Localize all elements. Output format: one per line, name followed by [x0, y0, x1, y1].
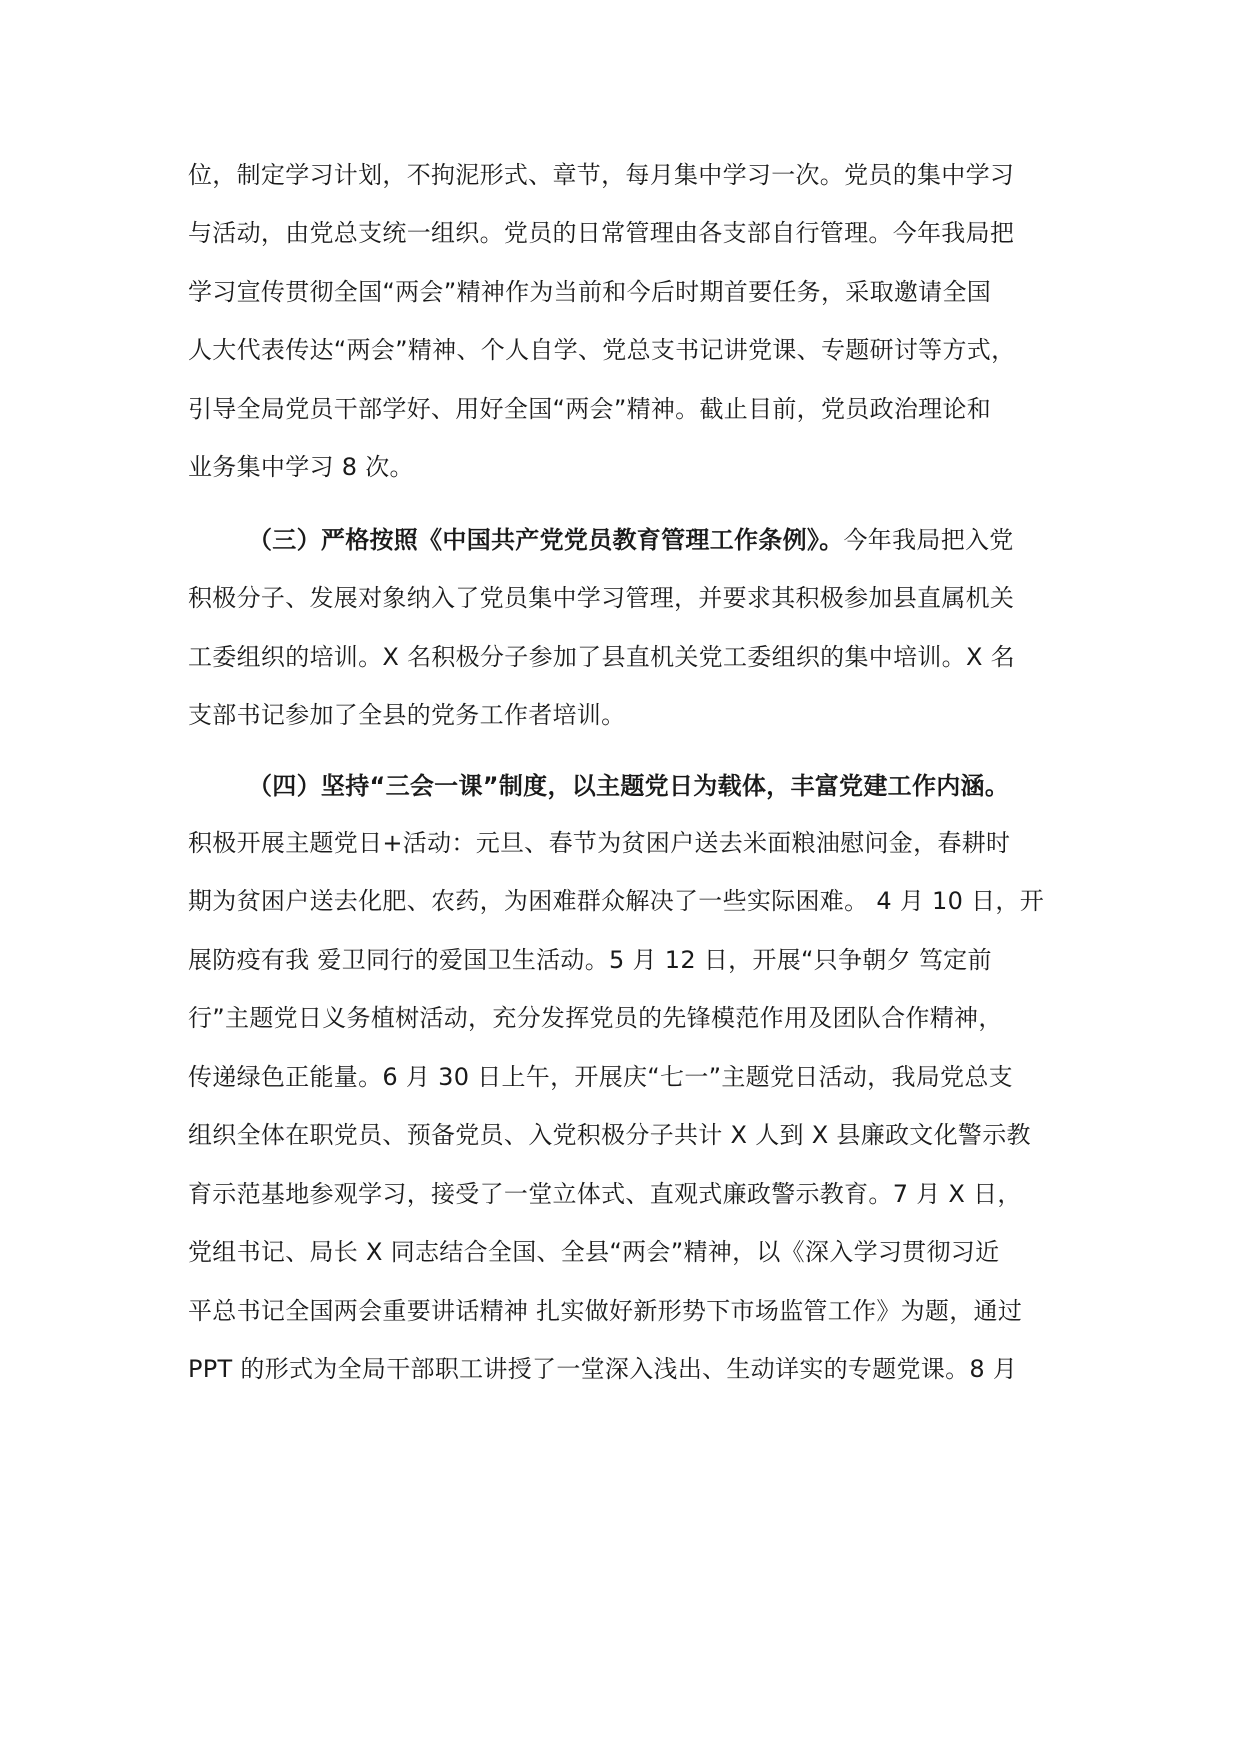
paragraph-line: 人大代表传达“两会”精神、个人自学、党总支书记讲党课、专题研讨等方式，: [188, 336, 1016, 364]
paragraph-line: 育示范基地参观学习，接受了一堂立体式、直观式廉政警示教育。7 月 X 日，: [188, 1180, 1022, 1208]
section-3-first-line: [248, 520, 1068, 560]
paragraph-line: 业务集中学习 8 次。: [188, 453, 414, 481]
paragraph-line: 引导全局党员干部学好、用好全国“两会”精神。截止目前，党员政治理论和: [188, 395, 992, 423]
section-4-heading: （四）坚持“三会一课”制度，以主题党日为载体，丰富党建工作内涵。: [248, 772, 1010, 800]
paragraph-line: 积极分子、发展对象纳入了党员集中学习管理，并要求其积极参加县直属机关: [188, 584, 1015, 612]
paragraph-line: 期为贫困户送去化肥、农药，为困难群众解决了一些实际困难。 4 月 10 日，开: [188, 887, 1045, 915]
paragraph-line: 组织全体在职党员、预备党员、入党积极分子共计 X 人到 X 县廉政文化警示教: [188, 1121, 1031, 1149]
paragraph-line: 工委组织的培训。X 名积极分子参加了县直机关党工委组织的集中培训。X 名: [188, 643, 1015, 671]
paragraph-line: 积极开展主题党日+活动：元旦、春节为贫困户送去米面粮油慰问金，春耕时: [188, 829, 1011, 857]
paragraph-line: PPT 的形式为全局干部职工讲授了一堂深入浅出、生动详实的专题党课。8 月: [188, 1355, 1018, 1383]
section-3-first-tail: 今年我局把入党: [843, 526, 1014, 554]
paragraph-line: 展防疫有我 爱卫同行的爱国卫生活动。5 月 12 日，开展“只争朝夕 笃定前: [188, 946, 992, 974]
paragraph-line: 学习宣传贯彻全国“两会”精神作为当前和今后时期首要任务，采取邀请全国: [188, 278, 992, 306]
paragraph-line: 支部书记参加了全县的党务工作者培训。: [188, 701, 626, 729]
paragraph-line: 与活动，由党总支统一组织。党员的日常管理由各支部自行管理。今年我局把: [188, 219, 1015, 247]
section-3-heading: （三）严格按照《中国共产党党员教育管理工作条例》。: [248, 526, 844, 554]
paragraph-line: 传递绿色正能量。6 月 30 日上午，开展庆“七一”主题党日活动，我局党总支: [188, 1063, 1013, 1091]
paragraph-line: 平总书记全国两会重要讲话精神 扎实做好新形势下市场监管工作》为题，通过: [188, 1297, 1023, 1325]
paragraph-line: 行”主题党日义务植树活动，充分发挥党员的先锋模范作用及团队合作精神，: [188, 1004, 1003, 1032]
paragraph-line: 位，制定学习计划，不拘泥形式、章节，每月集中学习一次。党员的集中学习: [188, 161, 1015, 189]
paragraph-line: 党组书记、局长 X 同志结合全国、全县“两会”精神，以《深入学习贯彻习近: [188, 1238, 1000, 1266]
